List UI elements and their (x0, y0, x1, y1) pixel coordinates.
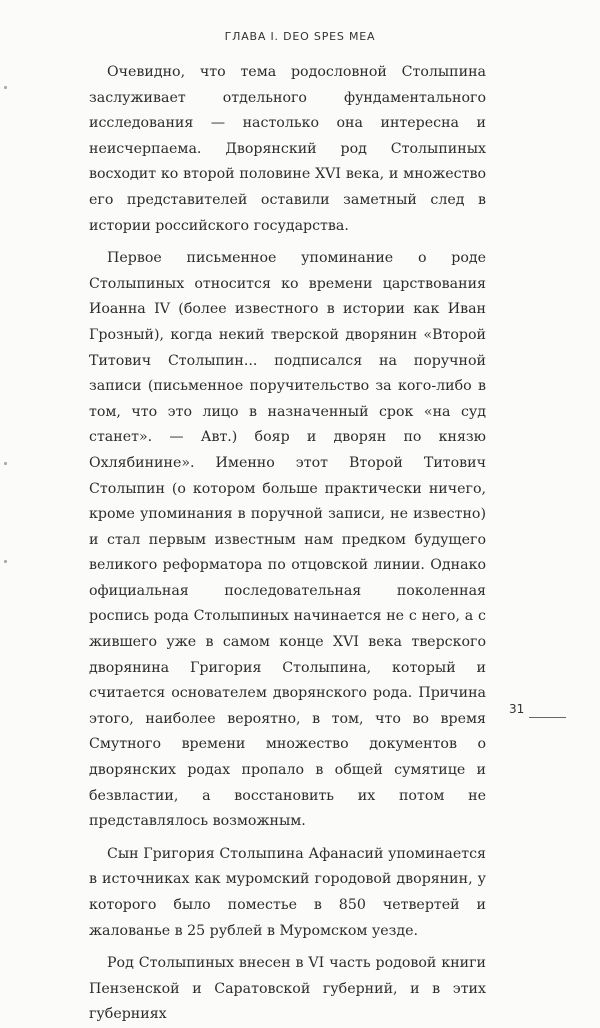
paragraph-2: Первое письменное упоминание о роде Столыпиных относится ко времени царствования Иоанна IV (более известного в истории как Иван Грозный), когда некий тверской дворянин «Второй Титович Столыпин... подписался на поручной записи (письменное поручительство за кого-либо в том, что это лицо в назначенный срок «на суд станет». — Авт.) бояр и дворян по князю Охлябинине». Именно этот Второй Титович Столыпин (о котором больше практически ничего, кроме упоминания в поручной записи, не известно) и стал первым известным нам предком будущего великого реформатора по отцовской линии. Однако официальная последовательная поколенная роспись рода Столыпиных начинается не с него, а с жившего уже в самом конце XVI века тверского дворянина Григория Столыпина, который и считается основателем дворянского рода. Причина этого, наиболее вероятно, в том, что во время Смутного времени множество документов о дворянских родах пропало в общей сумятице и безвластии, а восстановить их потом не представлялось возможным. (89, 250, 486, 830)
page-number: 31 (509, 702, 525, 716)
scan-edge-mark (4, 462, 7, 465)
page-number-rule (529, 717, 566, 718)
scan-edge-mark (4, 86, 7, 89)
paragraph-4: Род Столыпиных внесен в VI часть родовой книги Пензенской и Саратовской губерний, и в этих губерниях (89, 955, 486, 1023)
paragraph-3: Сын Григория Столыпина Афанасий упоминается в источниках как муромский городовой дворянин, у которого было поместье в 850 четвертей и жалованье в 25 рублей в Муромском уезде. (89, 845, 486, 939)
body-text (89, 60, 486, 1028)
paragraph-1: Очевидно, что тема родословной Столыпина заслуживает отдельного фундаментального исследования — настолько она интересна и неисчерпаема. Дворянский род Столыпиных восходит ко второй половине XVI века, и множество его представителей оставили заметный след в истории российского государства. (89, 64, 486, 234)
running-head: ГЛАВА I. DEO SPES MEA (224, 30, 376, 43)
scan-edge-mark (4, 560, 7, 563)
